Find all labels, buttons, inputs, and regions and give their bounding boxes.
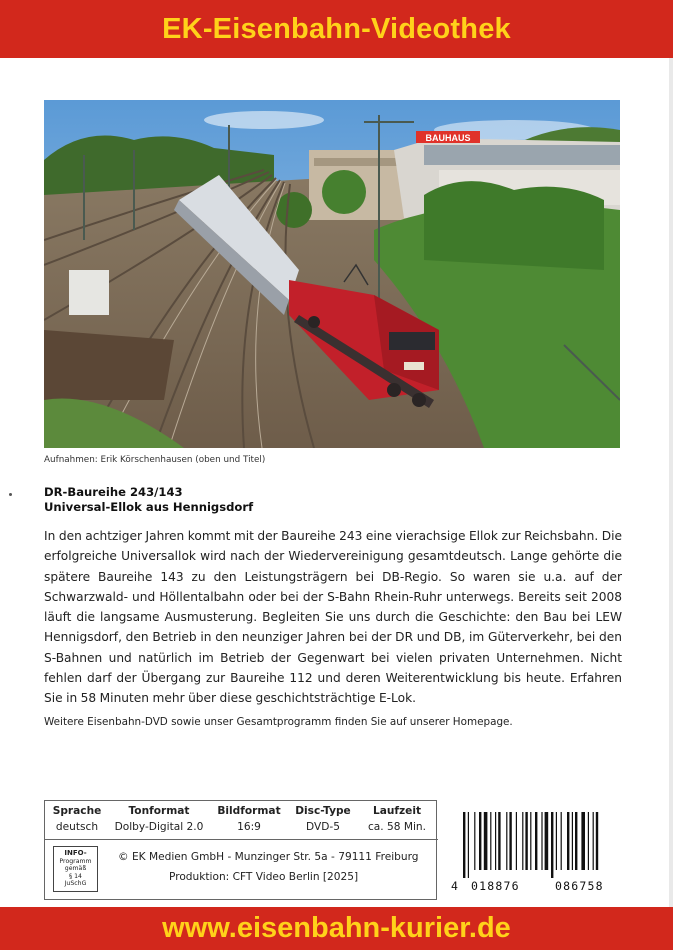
spec-value: Dolby-Digital 2.0	[114, 821, 204, 833]
spec-table	[45, 801, 438, 840]
spec-audio	[109, 803, 209, 835]
cover-photo	[44, 100, 620, 448]
subtitle-line-1: DR-Baureihe 243/143	[44, 485, 183, 499]
spec-disc	[289, 803, 357, 835]
spec-language	[49, 803, 105, 835]
spec-label: Sprache	[52, 805, 102, 817]
barcode-bar	[490, 812, 491, 870]
bauhaus-sign: BAUHAUS	[425, 133, 471, 143]
barcode-bar	[561, 812, 562, 870]
barcode-digits-2: 018876	[471, 879, 520, 893]
series-title: EK-Eisenbahn-Videothek	[162, 12, 511, 45]
spec-label: Disc-Type	[295, 805, 351, 817]
barcode-bar	[545, 812, 549, 870]
barcode-bar	[581, 812, 585, 870]
barcode-bar	[567, 812, 569, 870]
footer-band	[0, 907, 673, 950]
barcode-bar	[516, 812, 517, 870]
barcode-bar	[596, 812, 598, 870]
description-paragraph: In den achtziger Jahren kommt mit der Baureihe 243 eine vierachsige Ellok zur Reichsbahn. Die erfolgreiche Universallok wird nach der Wiedervereinigung gesamtdeutsch. Lange gehörte die spätere Baureihe 143 zu den Leistungsträgern bei DB-Regio. So waren sie u.a. auf der Schwarzwald- und Höllentalbahn oder bei der S-Bahn Rhein-Ruhr unterwegs. Bereits seit 2008 läuft die langsame Ausmusterung. Begleiten Sie uns durch die Geschichte: den Bau bei LEW Hennigsdorf, den Betrieb in den neunziger Jahren bei der DR und DB, im Güterverkehr, bei den S-Bahnen und natürlich im Betrieb der Gegenwart bei vielen privaten Unternehmen. Nicht fehlen darf der Übergang zur Baureihe 112 und deren Weiterentwicklung bis heute. Erfahren Sie in 58 Minuten mehr über diese geschichtsträchtige E-Lok.	[44, 529, 622, 706]
age-line-5: JuSchG	[64, 880, 87, 888]
barcode-digits-3: 086758	[555, 879, 604, 893]
barcode-bar	[535, 812, 537, 870]
subtitle-block	[44, 485, 253, 515]
barcode-bar	[593, 812, 594, 870]
barcode-bars	[447, 812, 647, 878]
age-line-3: gemäß	[64, 865, 87, 873]
barcode-bar	[506, 812, 507, 870]
barcode-bar	[479, 812, 481, 870]
barcode-bar	[484, 812, 488, 870]
description	[44, 526, 622, 709]
barcode-bar	[572, 812, 573, 870]
barcode-bar	[463, 812, 465, 878]
spec-label: Bildformat	[217, 805, 281, 817]
barcode-bar	[575, 812, 577, 870]
subtitle-line-2: Universal-Ellok aus Hennigsdorf	[44, 500, 254, 514]
barcode	[447, 812, 647, 902]
photo-credit: Aufnahmen: Erik Körschenhausen (oben und Titel)	[44, 455, 266, 465]
barcode-bar	[495, 812, 496, 870]
barcode-digit-1: 4	[451, 879, 460, 893]
spec-value: deutsch	[55, 821, 99, 833]
spec-value: DVD-5	[306, 821, 340, 833]
barcode-bar	[509, 812, 511, 870]
barcode-bar	[525, 812, 527, 870]
age-line-2: Programm	[59, 857, 92, 865]
age-line-4: § 14	[69, 872, 82, 880]
spec-runtime	[359, 803, 435, 835]
barcode-bar	[551, 812, 553, 878]
age-rating-badge	[53, 846, 98, 892]
website-url: www.eisenbahn-kurier.de	[162, 912, 511, 944]
cover-edge	[669, 58, 673, 907]
print-dot	[9, 493, 12, 496]
barcode-bar	[541, 812, 542, 870]
barcode-bar	[468, 812, 469, 878]
header-band	[0, 0, 673, 58]
homepage-note: Weitere Eisenbahn-DVD sowie unser Gesamtprogramm finden Sie auf unserer Homepage.	[44, 716, 513, 728]
production-credit: Produktion: CFT Video Berlin [2025]	[169, 871, 359, 883]
barcode-bar	[498, 812, 500, 870]
spec-value: 16:9	[237, 821, 261, 833]
spec-label: Tonformat	[128, 805, 190, 817]
age-line-1: INFO-	[64, 849, 87, 857]
info-box	[44, 800, 437, 900]
spec-value: ca. 58 Min.	[367, 821, 427, 833]
spec-format	[211, 803, 287, 835]
barcode-bar	[522, 812, 523, 870]
barcode-bar	[474, 812, 475, 870]
barcode-bar	[556, 812, 557, 870]
barcode-bar	[588, 812, 589, 870]
spec-label: Laufzeit	[372, 805, 422, 817]
barcode-bar	[530, 812, 531, 870]
company-address: © EK Medien GmbH - Munzinger Str. 5a - 79111 Freiburg	[118, 851, 419, 863]
